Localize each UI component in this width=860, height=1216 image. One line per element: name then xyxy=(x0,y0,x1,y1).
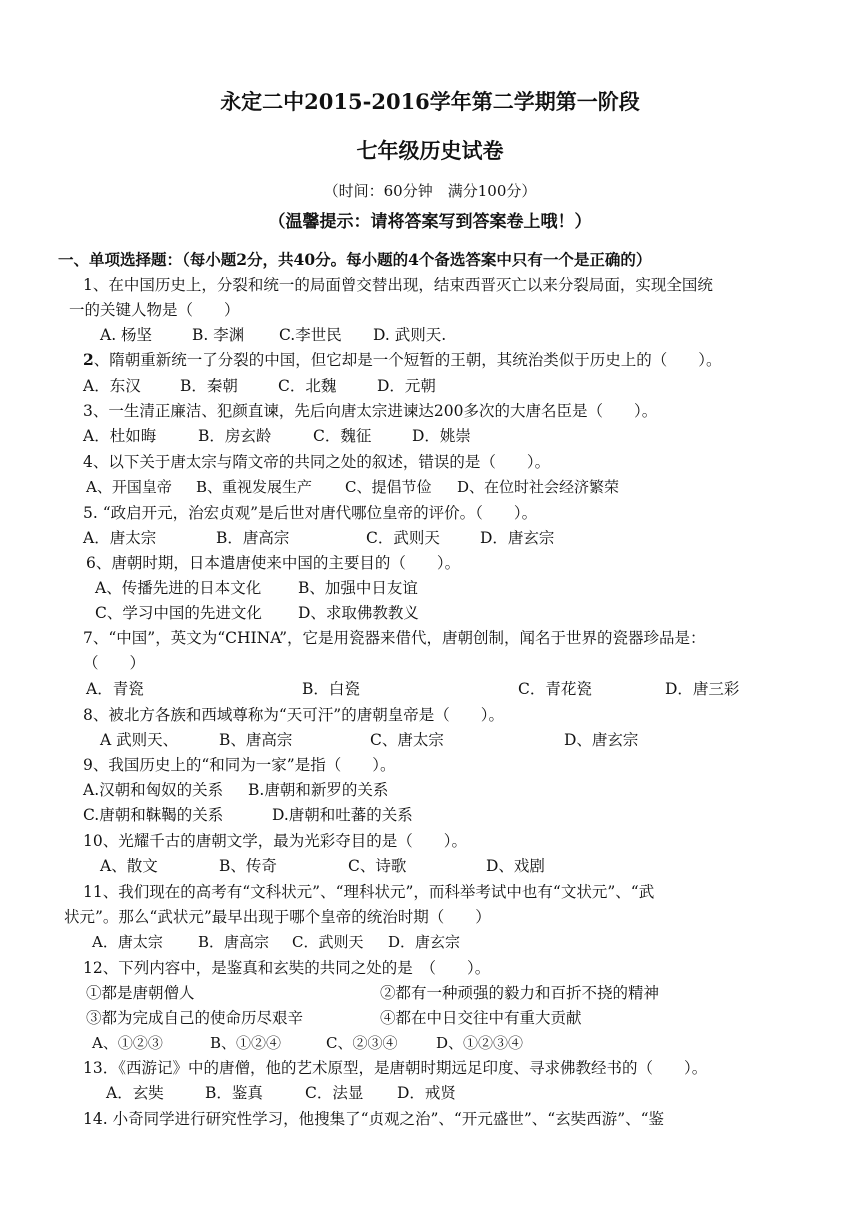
q7-option-b: B．白瓷 xyxy=(302,680,360,698)
exam-title: 永定二中2015-2016学年第二学期第一阶段 xyxy=(220,89,640,114)
q7-stem-line2: （ ） xyxy=(83,654,146,672)
q12-option-d: D、①②③④ xyxy=(436,1034,524,1052)
q1-option-a: A. 杨坚 xyxy=(100,326,153,344)
q1-option-c: C.李世民 xyxy=(279,326,342,344)
exam-subtitle: 七年级历史试卷 xyxy=(356,138,504,163)
q11-stem-line1: 11、我们现在的高考有“文科状元”、“理科状元”，而科举考试中也有“文状元”、“武 xyxy=(83,883,655,901)
q12-option-a: A、①②③ xyxy=(92,1034,163,1052)
q11-option-c: C．武则天 xyxy=(292,933,364,951)
q10-option-b: B、传奇 xyxy=(219,857,277,875)
q13-option-b: B．鉴真 xyxy=(205,1084,263,1102)
q5-option-c: C．武则天 xyxy=(366,529,440,547)
q12-statement-2: ②都有一种顽强的毅力和百折不挠的精神 xyxy=(380,984,660,1002)
q2-option-b: B．秦朝 xyxy=(180,377,238,395)
q2-stem xyxy=(83,350,722,370)
q8-option-a: A 武则天、 xyxy=(100,731,179,749)
q13-stem: 13．《西游记》中的唐僧，他的艺术原型，是唐朝时期远足印度、寻求佛教经书的（ ）。 xyxy=(83,1059,708,1077)
section-heading: 一、单项选择题：（每小题2分，共40分。每小题的4个备选答案中只有一个是正确的） xyxy=(58,250,652,269)
q12-statement-1: ①都是唐朝僧人 xyxy=(86,984,195,1002)
q2-option-a: A．东汉 xyxy=(83,377,141,395)
q4-option-a: A、开国皇帝 xyxy=(86,478,172,496)
q1-option-d: D. 武则天. xyxy=(373,326,447,344)
q13-option-a: A．玄奘 xyxy=(106,1084,164,1102)
q2-option-d: D．元朝 xyxy=(377,377,436,395)
q1-option-b: B. 李渊 xyxy=(192,326,245,344)
q6-option-d: D、求取佛教教义 xyxy=(298,604,419,622)
q14-stem: 14. 小奇同学进行研究性学习，他搜集了“贞观之治”、“开元盛世”、“玄奘西游”、“鉴 xyxy=(83,1110,665,1128)
q5-option-d: D．唐玄宗 xyxy=(480,529,555,547)
q10-option-c: C、诗歌 xyxy=(348,857,407,875)
q1-stem-line2: 一的关键人物是（ ） xyxy=(69,301,240,319)
q2-number: 2 xyxy=(83,350,94,369)
q9-option-c: C.唐朝和靺鞨的关系 xyxy=(83,806,224,824)
q3-stem: 3、一生清正廉洁、犯颜直谏，先后向唐太宗进谏达200多次的大唐名臣是（ ）。 xyxy=(83,402,658,420)
q11-option-d: D．唐玄宗 xyxy=(388,933,461,951)
q6-option-b: B、加强中日友谊 xyxy=(298,579,418,597)
q13-option-d: D．戒贤 xyxy=(397,1084,456,1102)
q12-stem: 12、下列内容中，是鉴真和玄奘的共同之处的是 （ ）。 xyxy=(83,959,491,977)
q5-option-a: A．唐太宗 xyxy=(83,529,157,547)
q8-stem: 8、被北方各族和西域尊称为“天可汗”的唐朝皇帝是（ ）。 xyxy=(83,706,504,724)
q3-option-a: A．杜如晦 xyxy=(83,427,157,445)
exam-meta: （时间：60分钟 满分100分） xyxy=(323,182,537,200)
q3-option-d: D．姚崇 xyxy=(412,427,471,445)
q2-option-c: C．北魏 xyxy=(278,377,337,395)
q9-option-b: B.唐朝和新罗的关系 xyxy=(248,781,389,799)
q12-option-b: B、①②④ xyxy=(210,1034,282,1052)
q7-option-c: C．青花瓷 xyxy=(518,680,592,698)
q8-option-c: C、唐太宗 xyxy=(370,731,444,749)
q13-option-c: C．法显 xyxy=(305,1084,364,1102)
exam-tip: （温馨提示：请将答案写到答案卷上哦！） xyxy=(268,212,592,232)
q4-option-b: B、重视发展生产 xyxy=(196,478,313,496)
q5-stem: 5. “政启开元，治宏贞观”是后世对唐代哪位皇帝的评价。（ ）。 xyxy=(83,504,538,522)
q3-option-b: B．房玄龄 xyxy=(198,427,272,445)
q6-stem: 6、唐朝时期，日本遣唐使来中国的主要目的（ ）。 xyxy=(86,554,461,572)
q8-option-d: D、唐玄宗 xyxy=(564,731,639,749)
q4-stem: 4、以下关于唐太宗与隋文帝的共同之处的叙述，错误的是（ ）。 xyxy=(83,453,551,471)
q7-option-a: A．青瓷 xyxy=(86,680,144,698)
q7-option-d: D．唐三彩 xyxy=(665,680,740,698)
q9-option-d: D.唐朝和吐蕃的关系 xyxy=(272,806,413,824)
q2-stem-text: 、隋朝重新统一了分裂的中国，但它却是一个短暂的王朝，其统治类似于历史上的（ ）。 xyxy=(93,351,722,369)
q10-option-d: D、戏剧 xyxy=(486,857,545,875)
q12-option-c: C、②③④ xyxy=(326,1034,398,1052)
q7-stem-line1: 7、“中国”，英文为“CHINA”，它是用瓷器来借代，唐朝创制，闻名于世界的瓷器珍品是： xyxy=(83,629,706,647)
q4-option-c: C、提倡节俭 xyxy=(345,478,432,496)
q11-option-a: A．唐太宗 xyxy=(92,933,163,951)
q5-option-b: B．唐高宗 xyxy=(216,529,290,547)
q1-stem-line1: 1、在中国历史上，分裂和统一的局面曾交替出现，结束西晋灭亡以来分裂局面，实现全国统 xyxy=(83,276,713,294)
q9-stem: 9、我国历史上的“和同为一家”是指（ ）。 xyxy=(83,756,396,774)
q10-stem: 10、光耀千古的唐朝文学，最为光彩夺目的是（ ）。 xyxy=(83,832,467,850)
q9-option-a: A.汉朝和匈奴的关系 xyxy=(83,781,224,799)
q4-option-d: D、在位时社会经济繁荣 xyxy=(457,478,620,496)
q3-option-c: C．魏征 xyxy=(313,427,372,445)
q6-option-a: A、传播先进的日本文化 xyxy=(95,579,262,597)
q6-option-c: C、学习中国的先进文化 xyxy=(95,604,262,622)
q8-option-b: B、唐高宗 xyxy=(219,731,293,749)
q10-option-a: A、散文 xyxy=(100,857,158,875)
q12-statement-4: ④都在中日交往中有重大贡献 xyxy=(380,1009,582,1027)
q11-option-b: B．唐高宗 xyxy=(198,933,270,951)
q11-stem-line2: 状元”。那么“武状元”最早出现于哪个皇帝的统治时期（ ） xyxy=(64,908,491,926)
q12-statement-3: ③都为完成自己的使命历尽艰辛 xyxy=(86,1009,304,1027)
